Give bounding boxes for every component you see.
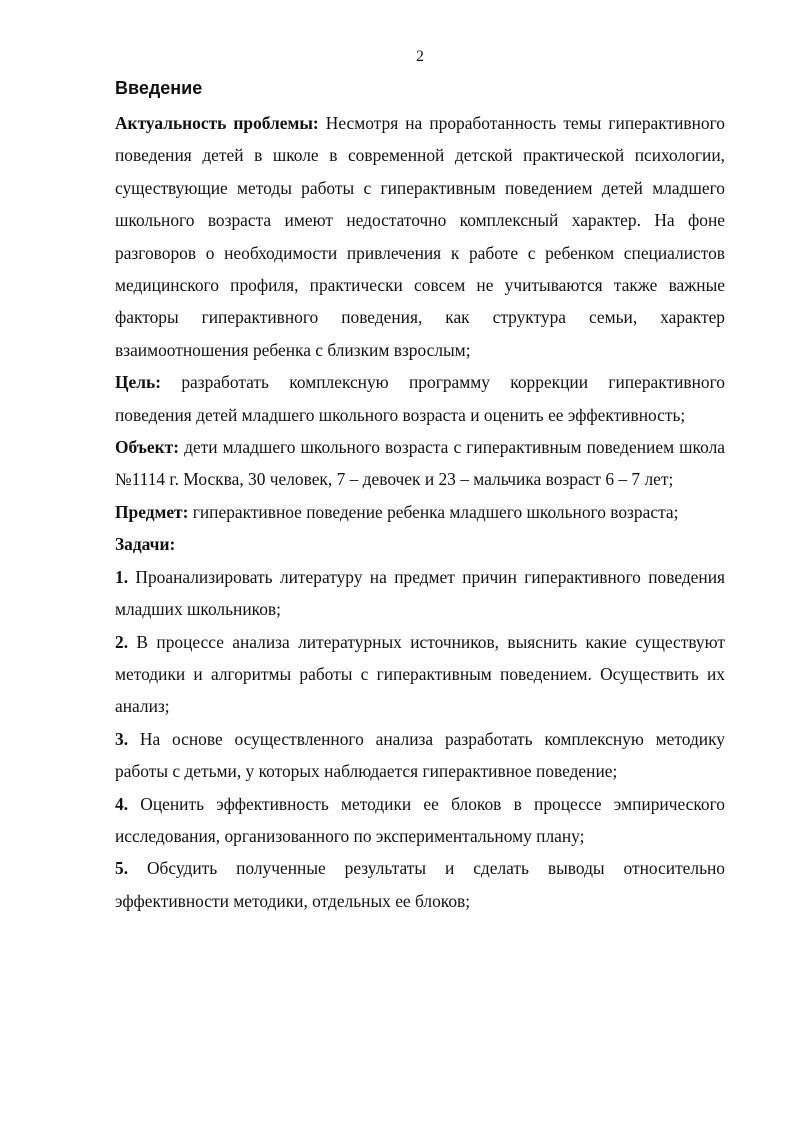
task-number: 4. [115, 793, 129, 814]
task-item [115, 852, 725, 917]
object-label: Объект: [115, 437, 180, 458]
relevance-text: Несмотря на проработанность темы гиперактивного поведения детей в школе в современной детской практической психологии, существующие методы работы с гиперактивным поведением детей младшего школьного возраста имеют недостаточно комплексный характер. На фоне разговоров о необходимости привлечения к работе с ребенком специалистов медицинского профиля, практически совсем не учитываются также важные факторы гиперактивного поведения, как структура семьи, характер взаимоотношения ребенка с близким взрослым; [115, 113, 725, 360]
section-heading: Введение [115, 78, 203, 98]
task-item [115, 723, 725, 788]
task-item [115, 561, 725, 626]
task-number: 3. [115, 728, 129, 749]
tasks-label: Задачи: [115, 534, 176, 555]
task-text: Обсудить полученные результаты и сделать выводы относительно эффективности методики, отдельных ее блоков; [115, 858, 725, 911]
subject-label: Предмет: [115, 501, 189, 522]
task-text: Оценить эффективность методики ее блоков в процессе эмпирического исследования, организованного по экспериментальному плану; [115, 793, 725, 846]
document-body [115, 76, 725, 917]
goal-label: Цель: [115, 372, 161, 393]
relevance-paragraph [115, 107, 725, 366]
goal-paragraph [115, 366, 725, 431]
page-number: 2 [416, 48, 424, 65]
object-text: дети младшего школьного возраста с гиперактивным поведением школа №1114 г. Москва, 30 человек, 7 – девочек и 23 – мальчика возраст 6 – 7 лет; [115, 437, 725, 490]
task-text: На основе осуществленного анализа разработать комплексную методику работы с детьми, у которых наблюдается гиперактивное поведение; [115, 728, 725, 782]
subject-text: гиперактивное поведение ребенка младшего школьного возраста; [188, 501, 679, 522]
task-item [115, 788, 725, 853]
task-text: В процессе анализа литературных источников, выяснить какие существуют методики и алгоритмы работы с гиперактивным поведением. Осуществить их анализ; [115, 631, 725, 717]
relevance-label: Актуальность проблемы: [115, 113, 319, 133]
object-paragraph [115, 431, 725, 496]
tasks-heading [115, 528, 725, 560]
task-number: 5. [115, 858, 129, 879]
task-number: 1. [115, 566, 129, 587]
subject-paragraph [115, 496, 725, 528]
task-number: 2. [115, 631, 129, 652]
goal-text: разработать комплексную программу коррекции гиперактивного поведения детей младшего школьного возраста и оценить ее эффективность; [115, 372, 725, 425]
task-text: Проанализировать литературу на предмет причин гиперактивного поведения младших школьников; [115, 566, 725, 620]
task-item [115, 626, 725, 723]
